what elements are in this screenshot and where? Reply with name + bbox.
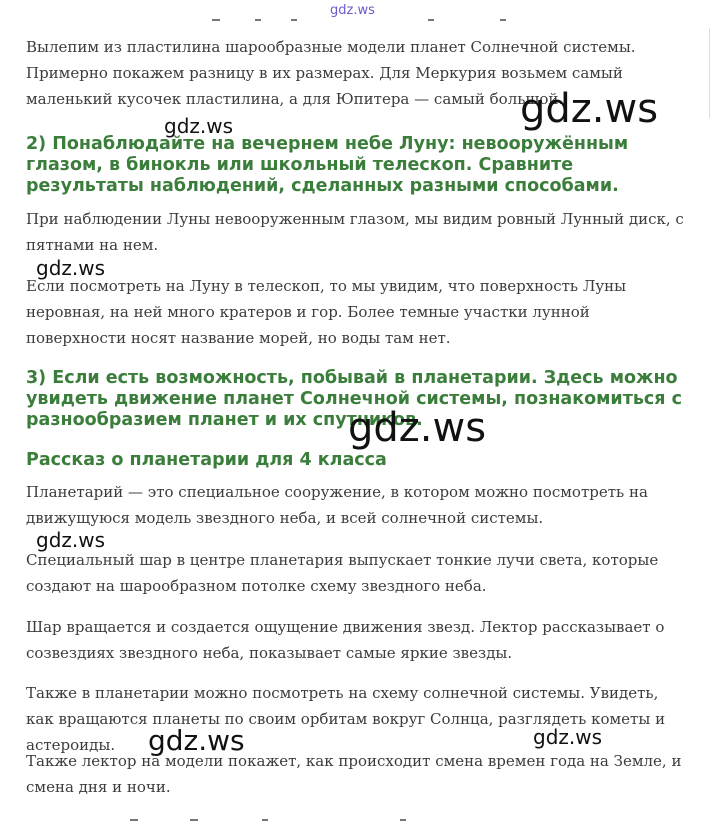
paragraph-planetarium-rotate: Шар вращается и создается ощущение движения звезд. Лектор рассказывает о созвездиях звездного неба, показывает самые яркие звезды. bbox=[26, 618, 665, 662]
watermark: gdz.ws bbox=[164, 114, 234, 138]
watermark: gdz.ws bbox=[36, 528, 106, 552]
watermark-top: gdz.ws bbox=[330, 3, 375, 18]
clipped-text-bottom bbox=[0, 818, 716, 822]
watermark: gdz.ws bbox=[520, 86, 659, 132]
watermark: gdz.ws bbox=[533, 725, 603, 749]
paragraph-planetarium-solar: Также в планетарии можно посмотреть на схему солнечной системы. Увидеть, как вращаются планеты по своим орбитам вокруг Солнца, разглядеть кометы и астероиды. bbox=[26, 684, 666, 754]
watermark: gdz.ws bbox=[148, 724, 245, 757]
paragraph-moon-telescope: Если посмотреть на Луну в телескоп, то мы увидим, что поверхность Луны неровная, на ней много кратеров и гор. Более темные участки лунной поверхности носят название морей, но воды там нет. bbox=[26, 277, 627, 347]
scrollbar-edge bbox=[709, 28, 716, 118]
watermark: gdz.ws bbox=[36, 256, 106, 280]
watermark: gdz.ws bbox=[348, 405, 487, 451]
heading-task-2: 2) Понаблюдайте на вечернем небе Луну: невооружённым глазом, в бинокль или школьный телескоп. Сравните результаты наблюдений, сделанных разными способами. bbox=[26, 134, 629, 196]
paragraph-planetarium-ball: Специальный шар в центре планетария выпускает тонкие лучи света, которые создают на шарообразном потолке схему звездного неба. bbox=[26, 551, 659, 595]
paragraph-intro: Вылепим из пластилина шарообразные модели планет Солнечной системы. Примерно покажем разницу в их размерах. Для Меркурия возьмем самый маленький кусочек пластилина, а для Юпитера — самый большой. bbox=[26, 38, 636, 108]
clipped-text-top bbox=[0, 18, 716, 22]
paragraph-moon-eye: При наблюдении Луны невооруженным глазом, мы видим ровный Лунный диск, с пятнами на нем. bbox=[26, 210, 684, 254]
heading-planetarium-story: Рассказ о планетарии для 4 класса bbox=[26, 450, 387, 470]
paragraph-planetarium-seasons: Также лектор на модели покажет, как происходит смена времен года на Земле, и смена дня и ночи. bbox=[26, 752, 682, 796]
heading-task-3: 3) Если есть возможность, побывай в планетарии. Здесь можно увидеть движение планет Солнечной системы, познакомиться с разнообразием планет и их спутников. bbox=[26, 368, 682, 430]
paragraph-planetarium-def: Планетарий — это специальное сооружение, в котором можно посмотреть на движущуюся модель звездного неба, и всей солнечной системы. bbox=[26, 483, 648, 527]
